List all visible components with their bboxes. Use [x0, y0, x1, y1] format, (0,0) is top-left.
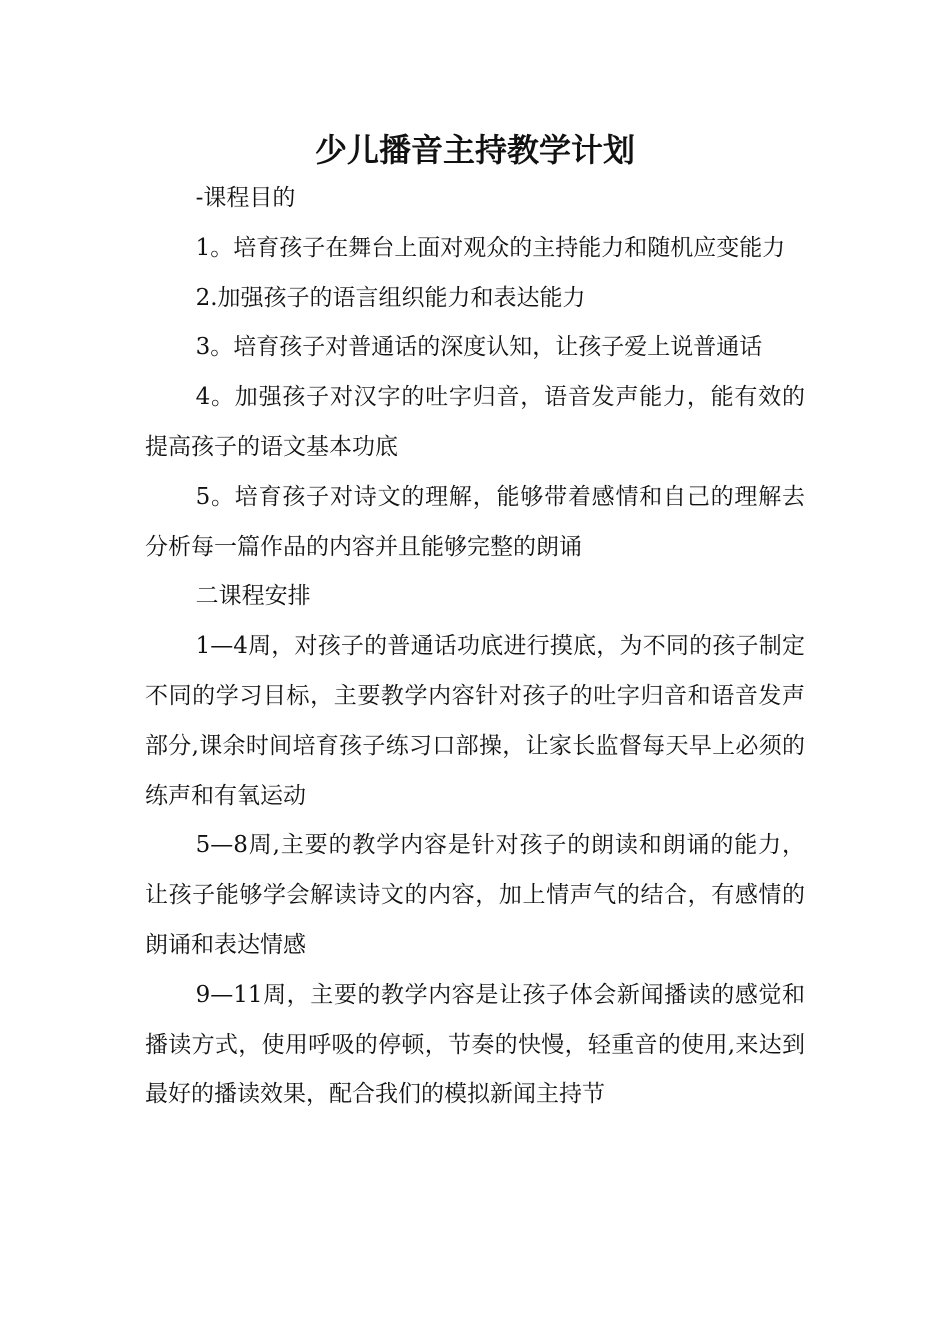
paragraph-weeks-5-8: 5—8周,主要的教学内容是针对孩子的朗读和朗诵的能力，让孩子能够学会解读诗文的内容，加上情声气的结合，有感情的朗诵和表达情感	[145, 832, 805, 958]
paragraph-goal-3: 3。培育孩子对普通话的深度认知，让孩子爱上说普通话	[195, 334, 763, 361]
paragraph-goal-4: 4。加强孩子对汉字的吐字归音，语音发声能力，能有效的提高孩子的语文基本功底	[145, 384, 805, 460]
paragraph-goal-1: 1。培育孩子在舞台上面对观众的主持能力和随机应变能力	[195, 234, 786, 261]
paragraph-weeks-9-11: 9—11周，主要的教学内容是让孩子体会新闻播读的感觉和播读方式，使用呼吸的停顿，节奏的快慢，轻重音的使用,来达到最好的播读效果，配合我们的模拟新闻主持节	[145, 981, 805, 1108]
document-title: 少儿播音主持教学计划	[314, 131, 635, 169]
paragraph-weeks-1-4: 1—4周，对孩子的普通话功底进行摸底，为不同的孩子制定不同的学习目标，主要教学内容针对孩子的吐字归音和语音发声部分,课余时间培育孩子练习口部操，让家长监督每天早上必须的练声和有氧运动	[145, 633, 805, 809]
paragraph-course-goals-heading: -课程目的	[195, 185, 296, 211]
document-body	[145, 174, 805, 1120]
paragraph-schedule-heading: 二课程安排	[195, 583, 311, 610]
paragraph-goal-5: 5。培育孩子对诗文的理解，能够带着感情和自己的理解去分析每一篇作品的内容并且能够完整的朗诵	[145, 483, 805, 560]
paragraph-goal-2: 2.加强孩子的语言组织能力和表达能力	[195, 284, 586, 311]
